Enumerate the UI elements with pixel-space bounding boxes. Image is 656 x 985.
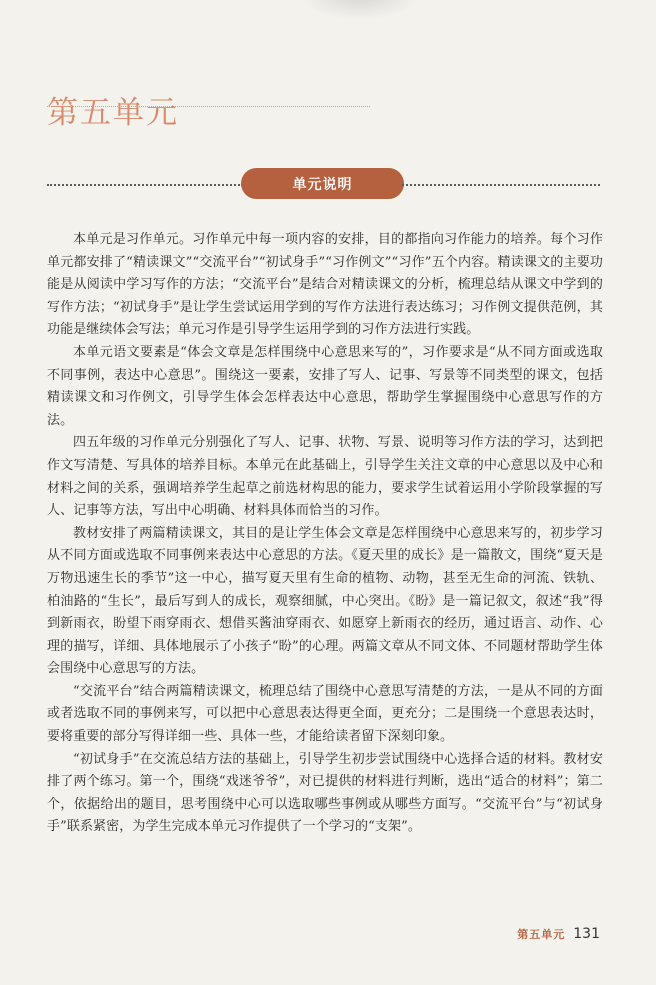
paragraph-6: “初试身手”在交流总结方法的基础上，引导学生初步尝试围绕中心选择合适的材料。教材安排了两个练习。第一个，围绕“戏迷爷爷”，对已提供的材料进行判断，选出“适合的材料”；第二个，依据给出的题目，思考围绕中心可以选取哪些事例或从哪些方面写。“交流平台”与“初试身手”联系紧密，为学生完成本单元习作提供了一个学习的“支架”。 — [47, 751, 603, 835]
section-dotted-line-right — [402, 184, 600, 186]
title-divider — [47, 106, 370, 107]
body-text — [47, 229, 603, 839]
section-dotted-line-left — [47, 184, 243, 186]
unit-title: 第五单元 — [47, 94, 179, 131]
top-shadow — [300, 0, 420, 20]
footer-unit-label: 第五单元 — [517, 928, 566, 941]
page-number: 131 — [573, 926, 600, 942]
paragraph-3: 四五年级的习作单元分别强化了写人、记事、状物、写景、说明等习作方法的学习，达到把作文写清楚、写具体的培养目标。本单元在此基础上，引导学生关注文章的中心意思以及中心和材料之间的关系，强调培养学生起草之前选材构思的能力，要求学生试着运用小学阶段掌握的写人、记事等方法，写出中心明确、材料具体而恰当的习作。 — [47, 435, 603, 519]
paragraph-5: “交流平台”结合两篇精读课文，梳理总结了围绕中心意思写清楚的方法，一是从不同的方面或者选取不同的事例来写，可以把中心意思表达得更全面，更充分；二是围绕一个意思表达时，要将重要的部分写得详细一些、具体一些，才能给读者留下深刻印象。 — [47, 683, 603, 745]
page-footer — [517, 926, 600, 942]
section-title-badge: 单元说明 — [241, 168, 404, 199]
paragraph-1: 本单元是习作单元。习作单元中每一项内容的安排，目的都指向习作能力的培养。每个习作单元都安排了“精读课文”“交流平台”“初试身手”“习作例文”“习作”五个内容。精读课文的主要功能是从阅读中学习写作的方法；“交流平台”是结合对精读课文的分析，梳理总结从课文中学到的写作方法；“初试身手”是让学生尝试运用学到的写作方法进行表达练习；习作例文提供范例，其功能是继续体会写法；单元习作是引导学生运用学到的习作方法进行实践。 — [47, 232, 603, 338]
paragraph-2: 本单元语文要素是“体会文章是怎样围绕中心意思来写的”，习作要求是“从不同方面或选取不同事例，表达中心意思”。围绕这一要素，安排了写人、记事、写景等不同类型的课文，包括精读课文和习作例文，引导学生体会怎样表达中心意思，帮助学生掌握围绕中心意思写作的方法。 — [47, 344, 603, 428]
paragraph-4: 教材安排了两篇精读课文，其目的是让学生体会文章是怎样围绕中心意思来写的，初步学习从不同方面或选取不同事例来表达中心意思的方法。《夏天里的成长》是一篇散文，围绕“夏天是万物迅速生长的季节”这一中心，描写夏天里有生命的植物、动物，甚至无生命的河流、铁轨、柏油路的“生长”，最后写到人的成长，观察细腻，中心突出。《盼》是一篇记叙文，叙述“我”得到新雨衣，盼望下雨穿雨衣、想借买酱油穿雨衣、如愿穿上新雨衣的经历，通过语言、动作、心理的描写，详细、具体地展示了小孩子“盼”的心理。两篇文章从不同文体、不同题材帮助学生体会围绕中心意思写的方法。 — [47, 525, 603, 677]
